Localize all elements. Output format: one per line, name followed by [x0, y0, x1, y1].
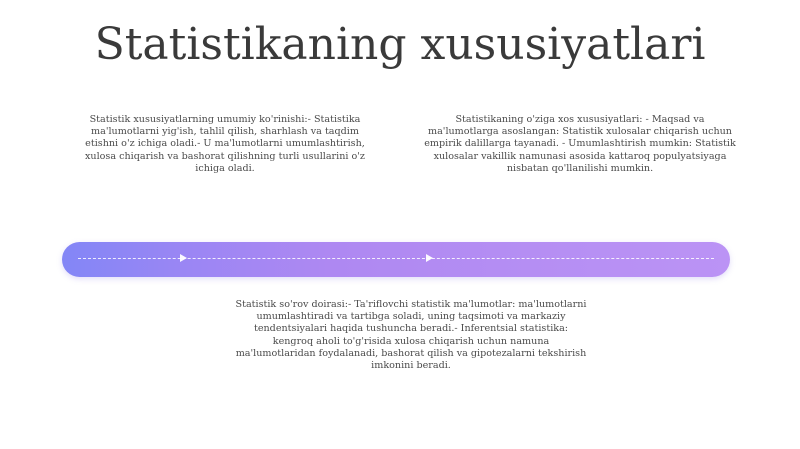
timeline-bar [62, 242, 730, 277]
arrow-right-icon [180, 254, 187, 262]
text-block-features: Statistikaning o'ziga xos xususiyatlari: - Maqsad va ma'lumotlarga asoslangan: Statistik xulosalar chiqarish uchun empirik dalillarga tayanadi. - Umumlashtirish mumkin: Statistik xulosalar vakillik namunasi asosida kattaroq populyatsiyaga nisbatan qo'llanilishi mumkin. [424, 114, 736, 174]
slide-title: Statistikaning xususiyatlari [94, 19, 706, 70]
arrow-right-icon [426, 254, 433, 262]
text-block-overview: Statistik xususiyatlarning umumiy ko'rinishi:- Statistika ma'lumotlarni yig'ish, tahlil qilish, sharhlash va taqdim etishni o'z ichiga oladi.- U ma'lumotlarni umumlashtirish, xulosa chiqarish va bashorat qilishning turli usullarini o'z ichiga oladi. [85, 114, 365, 174]
timeline-dashed-line [78, 258, 714, 259]
text-block-scope: Statistik so'rov doirasi:- Ta'riflovchi statistik ma'lumotlar: ma'lumotlarni umumlashtiradi va tartibga soladi, uning taqsimoti va markaziy tendentsiyalari haqida tushuncha beradi.- Inferentsial statistika: kengroq aholi to'g'risida xulosa chiqarish uchun namuna ma'lumotlaridan foydalanadi, bashorat qilish va gipotezalarni tekshirish imkonini beradi. [235, 299, 587, 372]
